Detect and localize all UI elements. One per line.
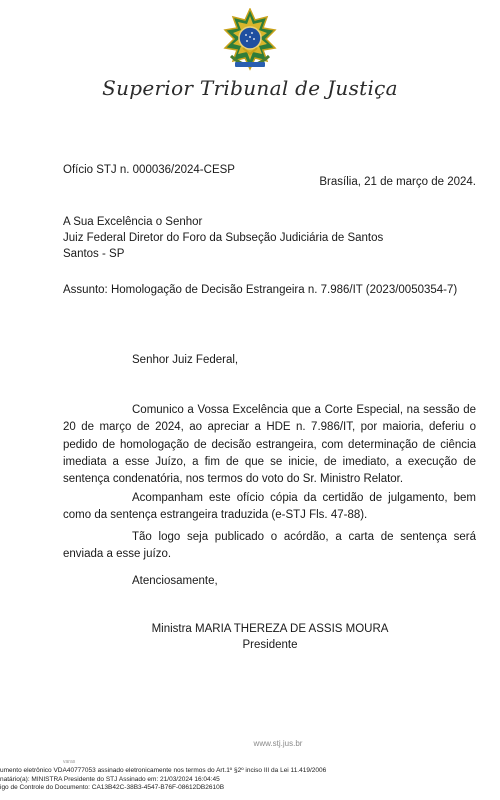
footer-line: umento eletrônico VDA40777053 assinado eletronicamente nos termos do Art.1º §2º inciso III da Lei 11.419/2006 (0, 767, 327, 774)
footer-line: igo de Controle do Documento: CA13B42C-38B3-4547-B76F-08612DB2610B (0, 784, 225, 792)
office-number: Ofício STJ n. 000036/2024-CESP (63, 164, 235, 176)
signer-name: Ministra MARIA THEREZA DE ASSIS MOURA (151, 623, 389, 635)
recipient-line: A Sua Excelência o Senhor (63, 216, 203, 228)
footer-small-label: varas (63, 759, 76, 765)
footer-line: natário(a): MINISTRA Presidente do STJ Assinado em: 21/03/2024 16:04:45 (0, 775, 220, 783)
salutation: Senhor Juiz Federal, (132, 354, 239, 366)
recipient-line: Santos - SP (63, 248, 125, 260)
closing: Atenciosamente, (132, 575, 218, 587)
court-name-heading: Superior Tribunal de Justiça (102, 76, 398, 100)
recipient-block (63, 214, 383, 262)
brazil-coat-of-arms-icon (217, 8, 283, 74)
signer-role: Presidente (242, 639, 298, 651)
subject-line: Assunto: Homologação de Decisão Estrangeira n. 7.986/IT (2023/0050354-7) (63, 284, 458, 296)
body-paragraph: Acompanham este ofício cópia da certidão de julgamento, bem como da sentença estrangeira traduzida (e-STJ Fls. 47-88). (63, 492, 476, 522)
recipient-line: Juiz Federal Diretor do Foro da Subseção Judiciária de Santos (63, 232, 384, 244)
website-link[interactable]: www.stj.jus.br (253, 739, 303, 748)
body-paragraph: Comunico a Vossa Excelência que a Corte Especial, na sessão de 20 de março de 2024, ao apreciar a HDE n. 7.986/IT, por maioria, deferiu o pedido de homologação de decisão estrangeira, com determinação de ciência imediata a esse Juízo, a fim de que se inicie, de imediato, a execução de sentença condenatória, nos termos do voto do Sr. Ministro Relator. (63, 404, 476, 486)
date-line: Brasília, 21 de março de 2024. (319, 176, 476, 188)
body-paragraph: Tão logo seja publicado o acórdão, a carta de sentença será enviada a esse juízo. (63, 531, 476, 561)
signature-footer (0, 767, 326, 793)
